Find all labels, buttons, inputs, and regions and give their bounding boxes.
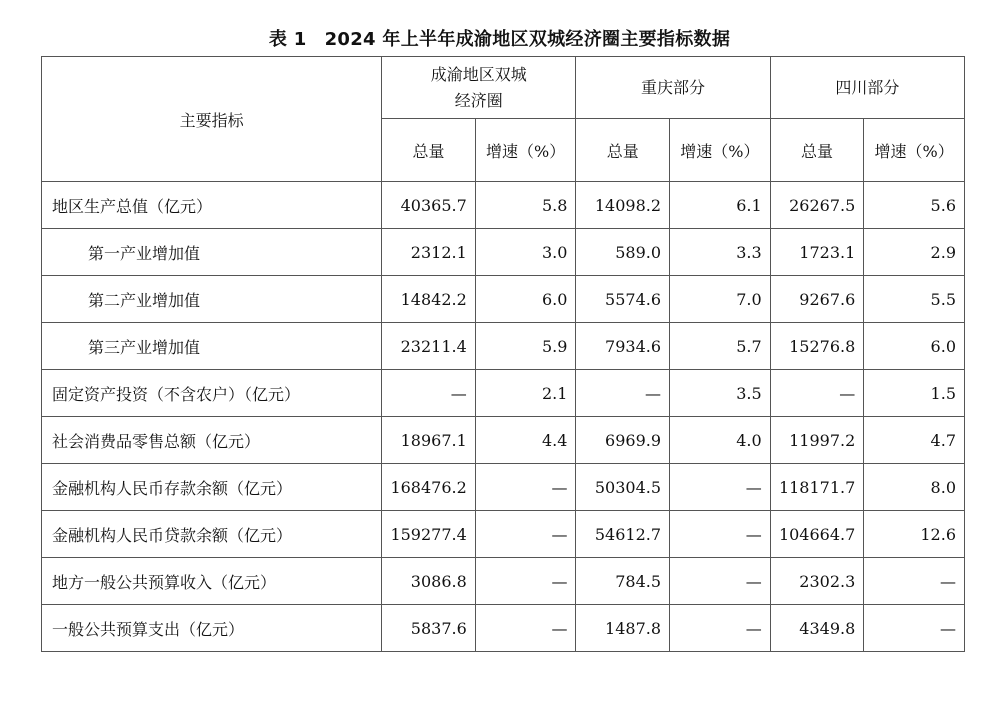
cell-growth: — — [475, 464, 576, 511]
cell-growth: 5.9 — [475, 323, 576, 370]
row-label: 地区生产总值（亿元） — [42, 182, 382, 229]
cell-total: 3086.8 — [382, 558, 476, 605]
cell-growth: 5.8 — [475, 182, 576, 229]
cell-growth: — — [670, 605, 771, 652]
row-label: 社会消费品零售总额（亿元） — [42, 417, 382, 464]
cell-total: 6969.9 — [576, 417, 670, 464]
cell-growth: — — [670, 511, 771, 558]
cell-growth: 2.1 — [475, 370, 576, 417]
cell-total: 14098.2 — [576, 182, 670, 229]
cell-growth: 3.3 — [670, 229, 771, 276]
table-row — [42, 229, 965, 276]
header-growth: 增速（%） — [670, 119, 771, 182]
cell-total: 14842.2 — [382, 276, 476, 323]
row-label: 金融机构人民币贷款余额（亿元） — [42, 511, 382, 558]
cell-total: 784.5 — [576, 558, 670, 605]
cell-total: 168476.2 — [382, 464, 476, 511]
table-row — [42, 464, 965, 511]
header-growth: 增速（%） — [475, 119, 576, 182]
cell-total: 1487.8 — [576, 605, 670, 652]
table-title — [0, 26, 999, 54]
row-label: 第三产业增加值 — [42, 323, 382, 370]
cell-total: 589.0 — [576, 229, 670, 276]
cell-growth: — — [475, 558, 576, 605]
table-row — [42, 511, 965, 558]
cell-growth: 3.5 — [670, 370, 771, 417]
indicator-table — [41, 56, 965, 652]
cell-total: 15276.8 — [770, 323, 864, 370]
cell-total: 2312.1 — [382, 229, 476, 276]
row-label: 第二产业增加值 — [42, 276, 382, 323]
table-body — [42, 182, 965, 652]
cell-growth: 6.0 — [864, 323, 965, 370]
row-label: 金融机构人民币存款余额（亿元） — [42, 464, 382, 511]
header-total: 总量 — [382, 119, 476, 182]
row-label: 固定资产投资（不含农户）（亿元） — [42, 370, 382, 417]
cell-total: 118171.7 — [770, 464, 864, 511]
cell-total: 159277.4 — [382, 511, 476, 558]
cell-total: 23211.4 — [382, 323, 476, 370]
cell-total: 5574.6 — [576, 276, 670, 323]
table-number: 表 1 — [268, 29, 307, 50]
row-label: 一般公共预算支出（亿元） — [42, 605, 382, 652]
header-group-sichuan — [770, 57, 964, 119]
cell-total: 18967.1 — [382, 417, 476, 464]
table-row — [42, 558, 965, 605]
cell-growth: — — [670, 464, 771, 511]
header-total: 总量 — [576, 119, 670, 182]
cell-total: 7934.6 — [576, 323, 670, 370]
cell-growth: 12.6 — [864, 511, 965, 558]
cell-total: 26267.5 — [770, 182, 864, 229]
header-growth: 增速（%） — [864, 119, 965, 182]
cell-total: 5837.6 — [382, 605, 476, 652]
table-row — [42, 605, 965, 652]
cell-growth: 5.5 — [864, 276, 965, 323]
cell-growth: — — [475, 511, 576, 558]
header-group-line: 成渝地区双城 — [430, 64, 527, 84]
cell-growth: — — [475, 605, 576, 652]
cell-growth: 2.9 — [864, 229, 965, 276]
table-row — [42, 182, 965, 229]
cell-growth: 5.7 — [670, 323, 771, 370]
cell-total: 54612.7 — [576, 511, 670, 558]
header-group-line: 经济圈 — [454, 90, 503, 110]
table-header — [42, 57, 965, 182]
table-row — [42, 323, 965, 370]
header-main-indicator: 主要指标 — [42, 57, 382, 182]
cell-total: — — [576, 370, 670, 417]
header-group-chongqing — [576, 57, 770, 119]
cell-total: 11997.2 — [770, 417, 864, 464]
table-row — [42, 276, 965, 323]
cell-growth: 4.7 — [864, 417, 965, 464]
cell-growth: 6.0 — [475, 276, 576, 323]
cell-growth: 8.0 — [864, 464, 965, 511]
row-label: 地方一般公共预算收入（亿元） — [42, 558, 382, 605]
cell-total: 104664.7 — [770, 511, 864, 558]
cell-total: 50304.5 — [576, 464, 670, 511]
header-row-groups — [42, 57, 965, 119]
cell-growth: 1.5 — [864, 370, 965, 417]
cell-total: 2302.3 — [770, 558, 864, 605]
cell-total: 9267.6 — [770, 276, 864, 323]
cell-growth: 4.0 — [670, 417, 771, 464]
cell-growth: 3.0 — [475, 229, 576, 276]
row-label: 第一产业增加值 — [42, 229, 382, 276]
table-title-text: 2024 年上半年成渝地区双城经济圈主要指标数据 — [324, 29, 731, 50]
cell-growth: — — [864, 605, 965, 652]
table-row — [42, 417, 965, 464]
cell-total: — — [382, 370, 476, 417]
cell-growth: 5.6 — [864, 182, 965, 229]
header-total: 总量 — [770, 119, 864, 182]
cell-total: 1723.1 — [770, 229, 864, 276]
cell-growth: 6.1 — [670, 182, 771, 229]
cell-total: 4349.8 — [770, 605, 864, 652]
cell-growth: 7.0 — [670, 276, 771, 323]
cell-growth: — — [864, 558, 965, 605]
cell-total: 40365.7 — [382, 182, 476, 229]
header-group-line: 重庆部分 — [641, 77, 706, 97]
cell-growth: — — [670, 558, 771, 605]
cell-growth: 4.4 — [475, 417, 576, 464]
header-group-line: 四川部分 — [835, 77, 900, 97]
header-group-chengyu — [382, 57, 576, 119]
cell-total: — — [770, 370, 864, 417]
table-row — [42, 370, 965, 417]
